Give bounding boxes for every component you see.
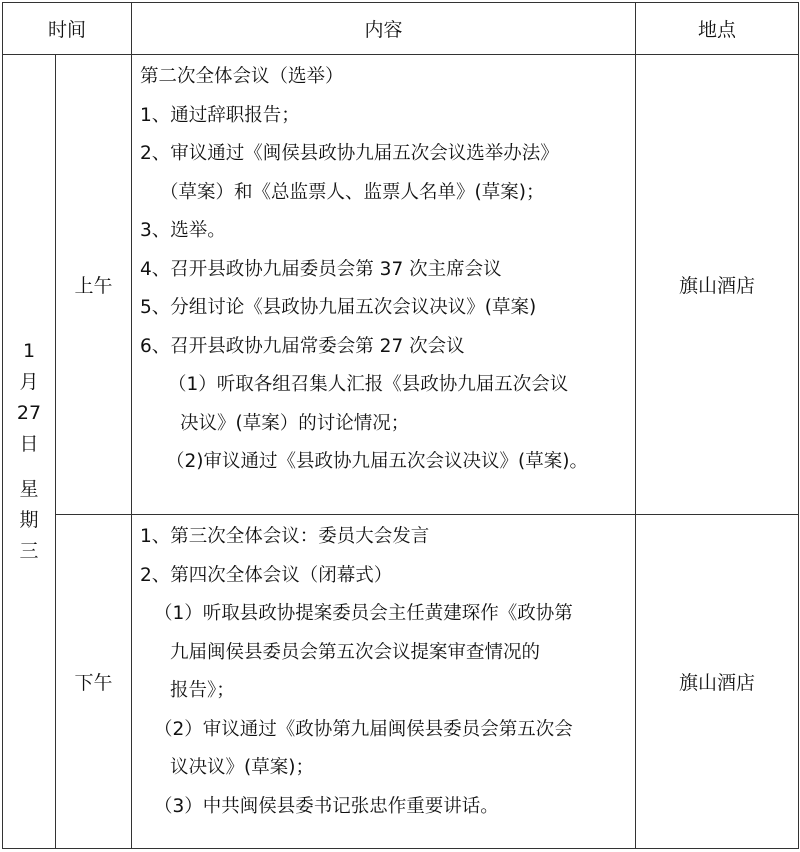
date-cell bbox=[3, 55, 56, 849]
agenda-line: 报告》； bbox=[170, 680, 235, 701]
schedule-table bbox=[2, 2, 799, 849]
header-row bbox=[3, 3, 799, 55]
agenda-line: 第二次全体会议（选举） bbox=[140, 66, 344, 87]
agenda-line: 1、第三次全体会议：委员大会发言 bbox=[140, 526, 430, 547]
afternoon-row bbox=[3, 515, 799, 849]
agenda-line: 6、召开县政协九届常委会第 27 次会议 bbox=[140, 335, 465, 357]
agenda-line: 3、选举。 bbox=[140, 220, 226, 241]
agenda-line: 2、第四次全体会议（闭幕式） bbox=[140, 564, 393, 586]
agenda-line: （草案）和《总监票人、监票人名单》(草案)； bbox=[160, 181, 545, 203]
agenda-line: （2）审议通过《政协第九届闽侯县委员会第五次会 bbox=[154, 718, 573, 740]
date-char: 日 bbox=[19, 433, 39, 455]
morning-place: 旗山酒店 bbox=[636, 55, 799, 515]
date-char: 月 bbox=[19, 371, 39, 393]
agenda-line: （3）中共闽侯县委书记张忠作重要讲话。 bbox=[154, 795, 499, 817]
weekday-char: 期 bbox=[19, 509, 39, 531]
weekday-char: 三 bbox=[19, 540, 39, 562]
date-char: 27 bbox=[16, 402, 42, 424]
header-content: 内容 bbox=[132, 3, 636, 55]
afternoon-period: 下午 bbox=[56, 515, 132, 849]
header-place: 地点 bbox=[636, 3, 799, 55]
agenda-line: 5、分组讨论《县政协九届五次会议决议》(草案) bbox=[140, 297, 537, 318]
agenda-line: （2)审议通过《县政协九届五次会议决议》(草案)。 bbox=[166, 451, 588, 472]
morning-content bbox=[132, 55, 636, 515]
agenda-line: 决议》(草案）的讨论情况； bbox=[180, 412, 410, 434]
agenda-line: 1、通过辞职报告； bbox=[140, 104, 300, 126]
agenda-line: 九届闽侯县委员会第五次会议提案审查情况的 bbox=[170, 641, 541, 663]
afternoon-place: 旗山酒店 bbox=[636, 515, 799, 849]
agenda-line: （1）听取县政协提案委员会主任黄建琛作《政协第 bbox=[154, 603, 573, 624]
agenda-line: 2、审议通过《闽侯县政协九届五次会议选举办法》 bbox=[140, 143, 559, 164]
morning-period: 上午 bbox=[56, 55, 132, 515]
date-char: 1 bbox=[22, 340, 36, 362]
morning-row bbox=[3, 55, 799, 515]
afternoon-content bbox=[132, 515, 636, 849]
agenda-line: （1）听取各组召集人汇报《县政协九届五次会议 bbox=[168, 374, 569, 395]
weekday-char: 星 bbox=[19, 478, 39, 500]
agenda-line: 4、召开县政协九届委员会第 37 次主席会议 bbox=[140, 258, 502, 280]
header-time: 时间 bbox=[3, 3, 132, 55]
agenda-line: 议决议》(草案)； bbox=[170, 757, 314, 778]
